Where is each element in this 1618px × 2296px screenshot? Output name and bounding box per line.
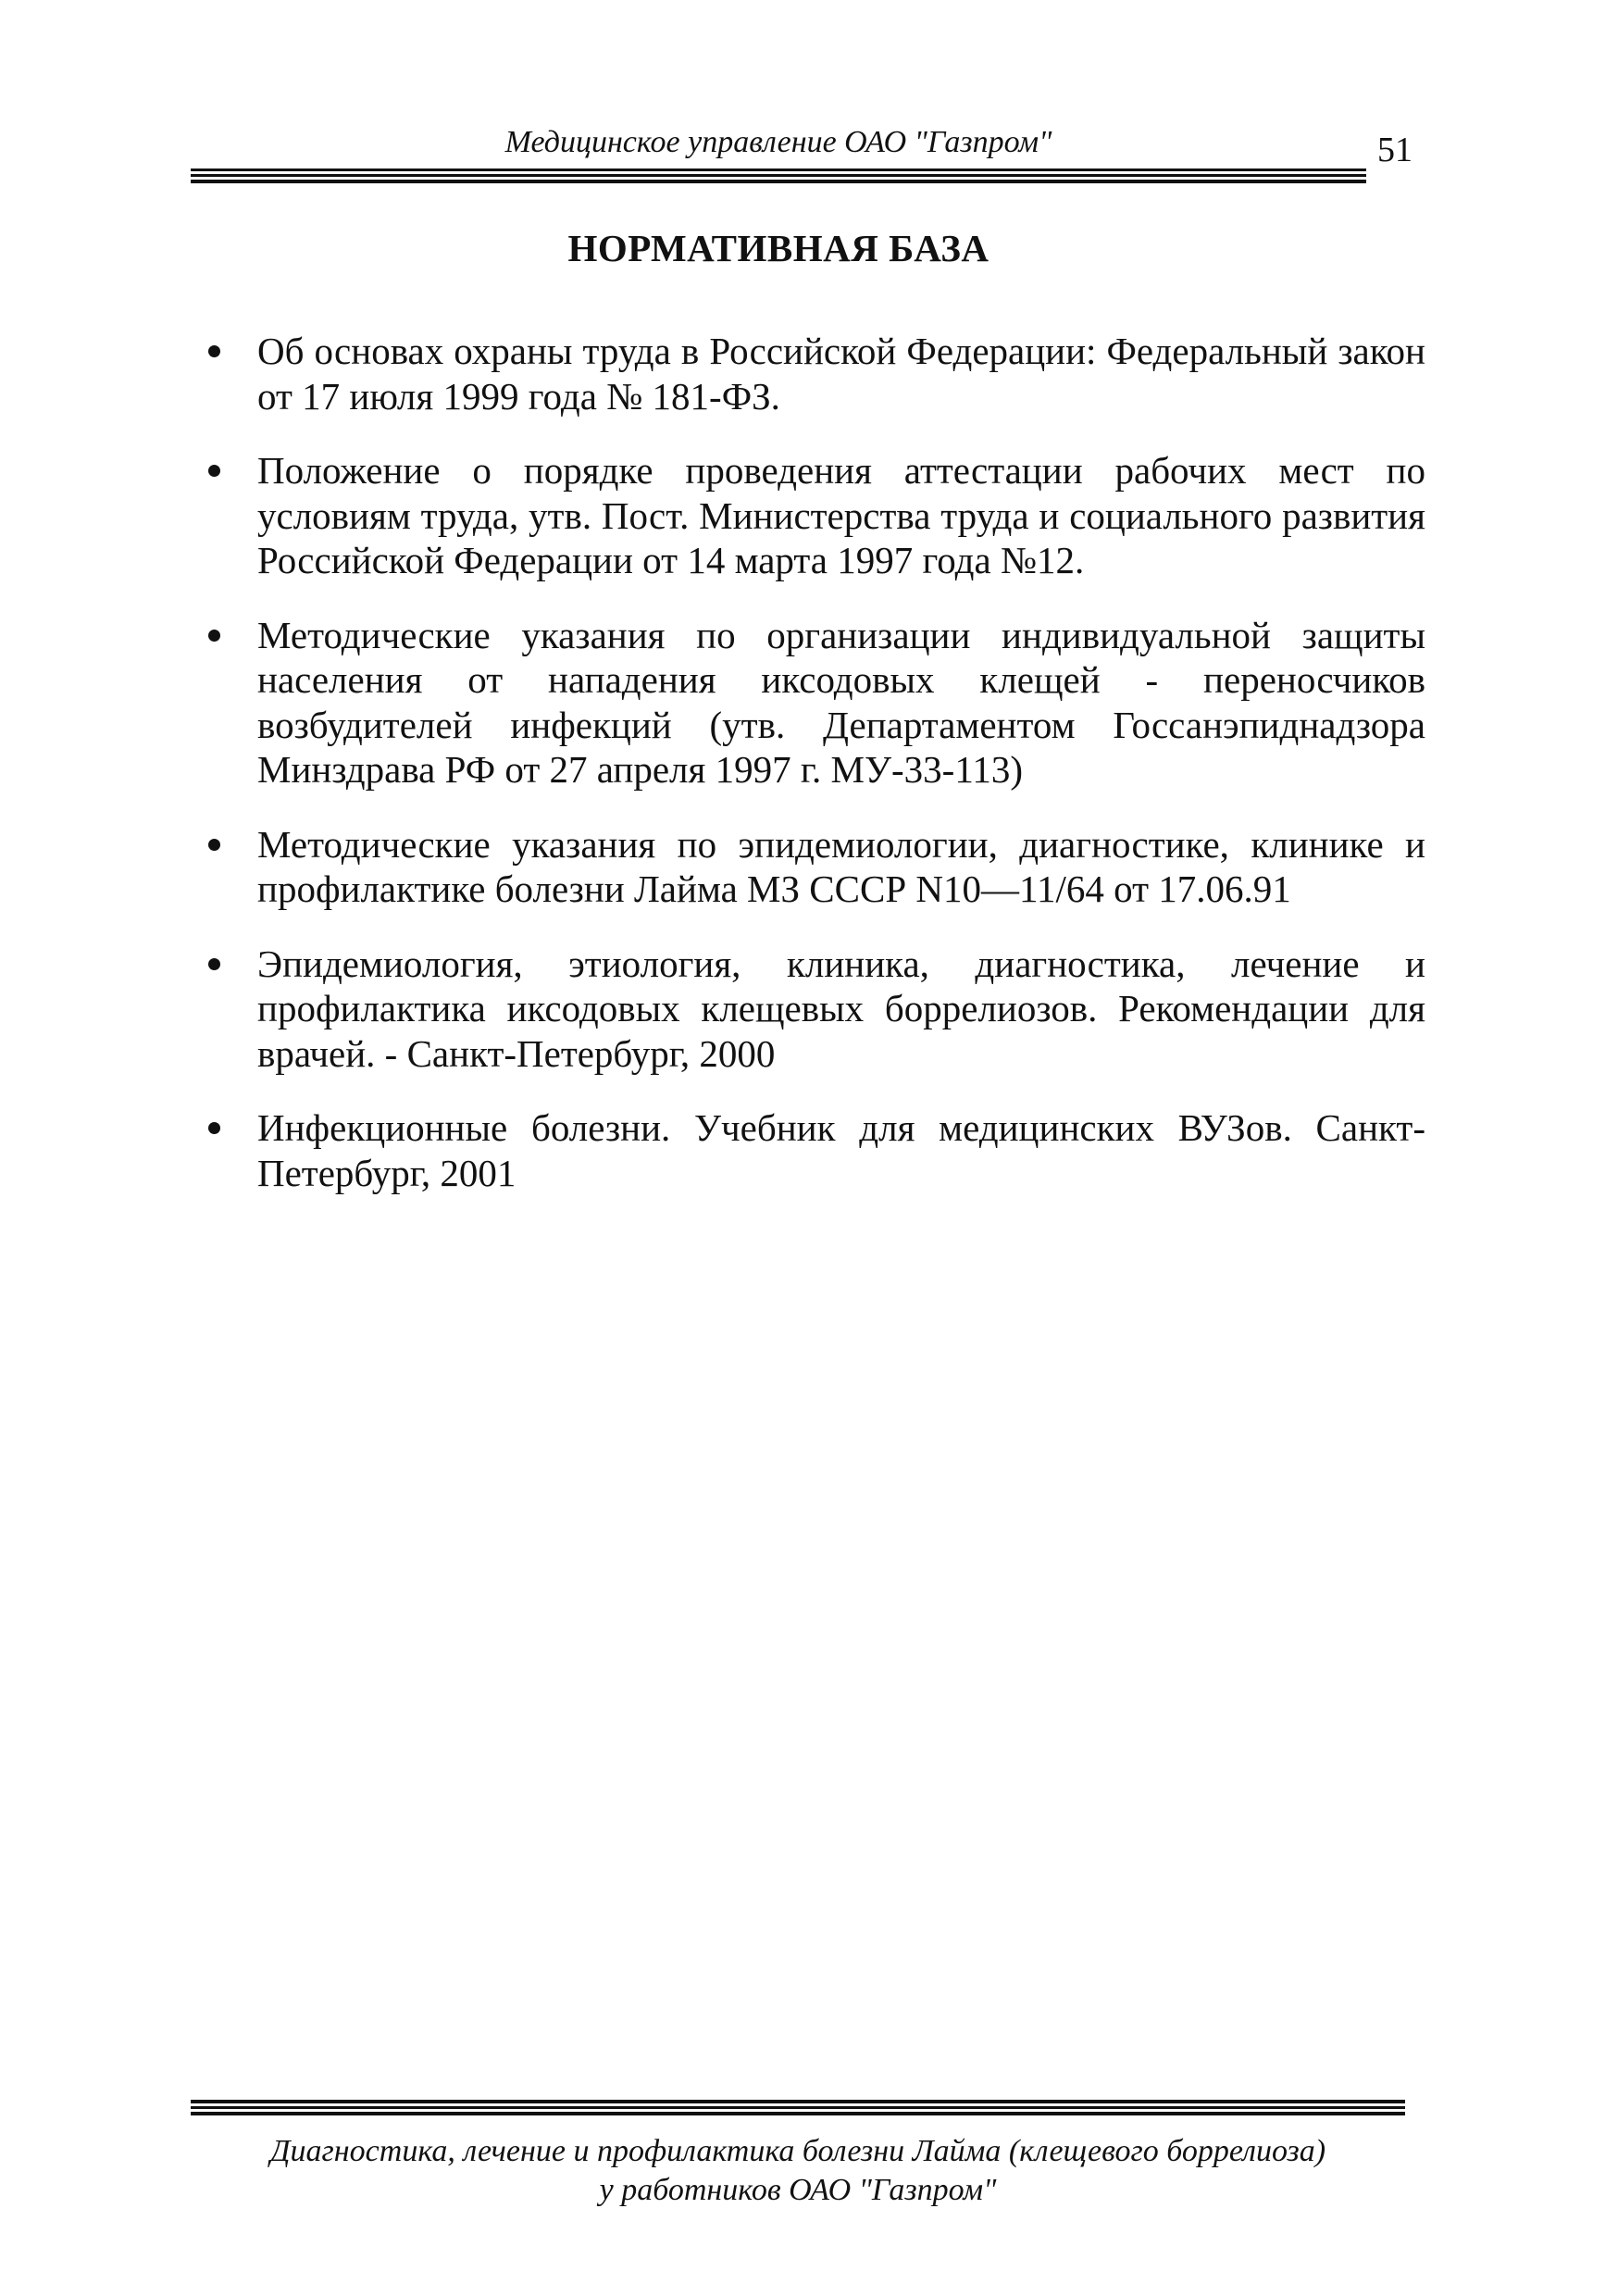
bullet-icon xyxy=(208,839,220,851)
bullet-icon xyxy=(208,1122,220,1134)
bullet-icon xyxy=(208,465,220,477)
bullet-icon xyxy=(208,958,220,970)
section-heading: НОРМАТИВНАЯ БАЗА xyxy=(567,227,989,269)
footer-subtitle-line: у работников ОАО "Газпром" xyxy=(599,2173,997,2207)
list-item-text: Методические указания по эпидемиологии, диагностике, клинике и профилактике болезни Лайма МЗ СССР N10—11/64 от 17.06.91 xyxy=(257,822,1425,910)
header-rule xyxy=(191,180,1366,183)
bullet-icon xyxy=(208,345,220,357)
list-item-text: Положение о порядке проведения аттестации рабочих мест по условиям труда, утв. Пост. Министерства труда и социального развития Российской Федерации от 14 марта 1997 года №12. xyxy=(257,449,1425,581)
list-item-text: Методические указания по организации индивидуальной защиты населения от нападения иксодовых клещей - переносчиков возбудителей инфекций (утв. Департаментом Госсанэпиднадзора Минздрава РФ от 27 апреля 1997 г. МУ-33-113) xyxy=(257,613,1425,791)
list-item xyxy=(208,822,1425,912)
bullet-icon xyxy=(208,630,220,642)
regulation-list xyxy=(208,329,1425,1225)
header-rule xyxy=(191,168,1366,171)
running-header xyxy=(191,119,1413,193)
list-item-text: Об основах охраны труда в Российской Федерации: Федеральный закон от 17 июля 1999 года № 181-ФЗ. xyxy=(257,330,1425,418)
footer-title-line: Диагностика, лечение и профилактика болезни Лайма (клещевого боррелиоза) xyxy=(269,2134,1326,2168)
footer-rule xyxy=(191,2106,1405,2109)
list-item xyxy=(208,448,1425,583)
header-rule xyxy=(191,174,1366,177)
header-title: Медицинское управление ОАО "Газпром" xyxy=(504,125,1052,159)
list-item xyxy=(208,613,1425,792)
footer-rule xyxy=(191,2100,1405,2103)
footer-rule xyxy=(191,2112,1405,2115)
page-number: 51 xyxy=(1377,131,1413,169)
list-item-text: Инфекционные болезни. Учебник для медицинских ВУЗов. Санкт-Петербург, 2001 xyxy=(257,1106,1425,1194)
list-item xyxy=(208,329,1425,418)
list-item xyxy=(208,1105,1425,1195)
list-item xyxy=(208,942,1425,1077)
running-footer xyxy=(191,2100,1405,2248)
list-item-text: Эпидемиология, этиология, клиника, диагностика, лечение и профилактика иксодовых клещевых боррелиозов. Рекомендации для врачей. - Санкт-Петербург, 2000 xyxy=(257,942,1425,1075)
